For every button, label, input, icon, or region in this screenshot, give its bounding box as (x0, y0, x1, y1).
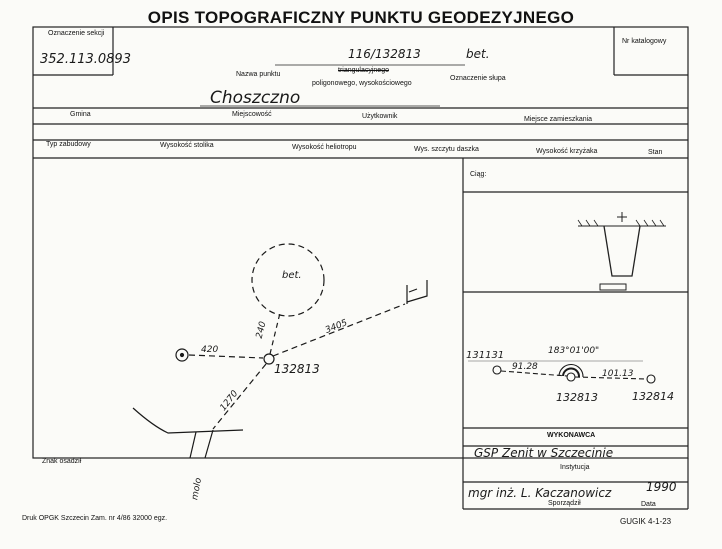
residence-label: Miejsce zamieszkania (524, 116, 593, 123)
traverse-right-point (647, 375, 655, 383)
date-label: Data (641, 501, 656, 508)
point-name-value: 116/132813 (348, 47, 421, 61)
point-name-label: Nazwa punktu (236, 71, 281, 78)
prepared-by-label: Sporządził (548, 500, 581, 507)
point-marker (264, 354, 274, 364)
section-label: Oznaczenie sekcji (48, 30, 105, 37)
point-number: 132813 (274, 362, 320, 376)
dist-right-label: 3405 (323, 318, 349, 336)
traverse-angle: 183°01'00" (548, 346, 600, 356)
form-code: GUGIK 4-1-23 (620, 517, 672, 526)
cross-height-label: Wysokość krzyżaka (536, 148, 598, 155)
building-corner (407, 280, 427, 304)
road-edge-2 (190, 430, 213, 458)
form-title: OPIS TOPOGRAFICZNY PUNKTU GEODEZYJNEGO (147, 8, 575, 27)
sequence-label: Ciąg: (470, 171, 487, 178)
dist-left-label: 420 (201, 345, 219, 355)
locality-value: Choszczno (210, 88, 301, 108)
circle-label: bet. (282, 270, 302, 281)
section-value: 352.113.0893 (40, 52, 131, 67)
building-type-label: Typ zabudowy (46, 141, 91, 148)
user-label: Użytkownik (362, 113, 398, 120)
contractor-label: WYKONAWCA (547, 432, 596, 439)
road-label: molo (190, 477, 204, 501)
condition-label: Stan (648, 149, 663, 156)
point-type-2: poligonowego, wysokościowego (312, 80, 412, 87)
dist-up-label: 240 (254, 320, 269, 340)
post-marking-value: bet. (466, 47, 490, 61)
post-marking-label: Oznaczenie słupa (450, 75, 506, 82)
print-info: Druk OPGK Szczecin Zam. nr 4/86 32000 egz. (22, 515, 168, 522)
traverse-center-point (567, 373, 575, 381)
traverse-center-label: 132813 (556, 391, 598, 404)
location-sketch (33, 158, 463, 458)
date-value: 1990 (646, 480, 677, 494)
institution-value: GSP Zenit w Szczecinie (474, 446, 614, 460)
prepared-by-value: mgr inż. L. Kaczanowicz (468, 486, 612, 500)
institution-label: Instytucja (560, 464, 590, 471)
traverse-dist-left: 91.28 (512, 362, 538, 372)
traverse-dist-right: 101.13 (602, 369, 634, 379)
traverse-right-label: 132814 (632, 390, 674, 403)
traverse-left-point (493, 366, 501, 374)
table-height-label: Wysokość stolika (160, 142, 214, 149)
catalog-label: Nr katalogowy (622, 38, 667, 45)
mark-diagram (578, 212, 666, 290)
heliotrope-height-label: Wysokość heliotropu (292, 144, 357, 151)
dist-down-label: 1270 (218, 388, 241, 414)
traverse-left-label: 131131 (466, 350, 505, 361)
sign-description-label: Znak osadził (42, 458, 82, 465)
locality-label: Miejscowość (232, 111, 272, 118)
point-type-1: triangulacyjnego (338, 67, 389, 74)
municipality-label: Gmina (70, 111, 91, 118)
board-top-height-label: Wys. szczytu daszka (414, 146, 479, 153)
